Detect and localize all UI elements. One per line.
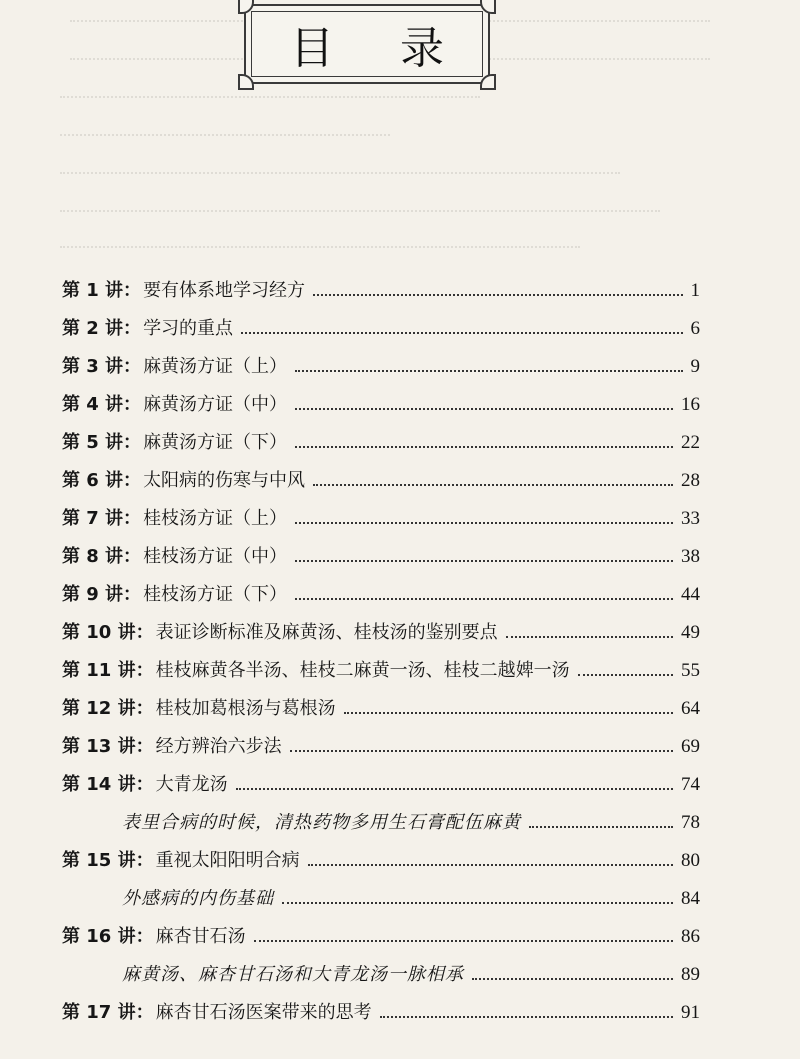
dot-leader	[506, 636, 673, 638]
toc-entry[interactable]	[62, 346, 700, 378]
dot-leader	[313, 294, 682, 296]
lecture-title: 麻黄汤方证（中）	[143, 394, 288, 415]
section-title: 外感病的内伤基础	[122, 888, 274, 909]
page-number: 28	[681, 470, 700, 491]
dot-leader	[282, 902, 673, 904]
page-number: 64	[681, 698, 700, 719]
toc-entry[interactable]	[62, 992, 700, 1024]
toc-entry[interactable]	[62, 612, 700, 644]
section-title: 麻黄汤、麻杏甘石汤和大青龙汤一脉相承	[122, 964, 464, 985]
lecture-number: 第 14 讲：	[62, 774, 154, 795]
lecture-number: 第 16 讲：	[62, 926, 154, 947]
dot-leader	[295, 560, 673, 562]
page-number: 74	[681, 774, 700, 795]
page-number: 6	[690, 318, 700, 339]
lecture-title: 重视太阳阳明合病	[155, 850, 300, 871]
page-number: 84	[681, 888, 700, 909]
lecture-title: 桂枝汤方证（下）	[143, 584, 288, 605]
dot-leader	[295, 408, 673, 410]
lecture-title: 大青龙汤	[155, 774, 228, 795]
lecture-number: 第 15 讲：	[62, 850, 154, 871]
lecture-number: 第 11 讲：	[62, 660, 154, 681]
lecture-number: 第 13 讲：	[62, 736, 154, 757]
toc-entry[interactable]	[62, 536, 700, 568]
frame-corner	[238, 0, 254, 14]
page-number: 80	[681, 850, 700, 871]
lecture-title: 桂枝汤方证（上）	[143, 508, 288, 529]
lecture-title: 麻杏甘石汤	[155, 926, 246, 947]
page-title: 目 录	[290, 23, 470, 74]
dot-leader	[380, 1016, 673, 1018]
lecture-title: 桂枝麻黄各半汤、桂枝二麻黄一汤、桂枝二越婢一汤	[155, 660, 570, 681]
page-number: 1	[690, 280, 700, 301]
dot-leader	[578, 674, 673, 676]
page-number: 89	[681, 964, 700, 985]
page-number: 9	[690, 356, 700, 377]
lecture-number: 第 8 讲：	[62, 546, 142, 567]
dot-leader	[472, 978, 673, 980]
page-number: 22	[681, 432, 700, 453]
frame-corner	[480, 74, 496, 90]
frame-corner	[238, 74, 254, 90]
dot-leader	[308, 864, 673, 866]
toc-title-frame	[244, 4, 490, 84]
toc-entry[interactable]	[62, 650, 700, 682]
lecture-title: 麻杏甘石汤医案带来的思考	[155, 1002, 372, 1023]
lecture-number: 第 9 讲：	[62, 584, 142, 605]
lecture-title: 学习的重点	[143, 318, 234, 339]
lecture-number: 第 5 讲：	[62, 432, 142, 453]
dot-leader	[313, 484, 673, 486]
toc-entry[interactable]	[62, 574, 700, 606]
toc-entry[interactable]	[62, 384, 700, 416]
lecture-number: 第 7 讲：	[62, 508, 142, 529]
toc-subentry[interactable]	[122, 954, 700, 986]
toc-entry[interactable]	[62, 308, 700, 340]
section-title: 表里合病的时候，清热药物多用生石膏配伍麻黄	[122, 812, 521, 833]
toc-subentry[interactable]	[122, 878, 700, 910]
frame-corner	[480, 0, 496, 14]
lecture-number: 第 6 讲：	[62, 470, 142, 491]
toc-entry[interactable]	[62, 916, 700, 948]
page-number: 86	[681, 926, 700, 947]
page-number: 49	[681, 622, 700, 643]
lecture-number: 第 3 讲：	[62, 356, 142, 377]
dot-leader	[236, 788, 673, 790]
lecture-title: 太阳病的伤寒与中风	[143, 470, 306, 491]
dot-leader	[529, 826, 673, 828]
lecture-title: 表证诊断标准及麻黄汤、桂枝汤的鉴别要点	[155, 622, 498, 643]
dot-leader	[344, 712, 673, 714]
page-number: 78	[681, 812, 700, 833]
lecture-number: 第 2 讲：	[62, 318, 142, 339]
lecture-title: 桂枝汤方证（中）	[143, 546, 288, 567]
dot-leader	[295, 370, 682, 372]
lecture-number: 第 10 讲：	[62, 622, 154, 643]
lecture-title: 要有体系地学习经方	[143, 280, 306, 301]
page-number: 91	[681, 1002, 700, 1023]
lecture-number: 第 4 讲：	[62, 394, 142, 415]
dot-leader	[295, 446, 673, 448]
lecture-title: 桂枝加葛根汤与葛根汤	[155, 698, 336, 719]
dot-leader	[290, 750, 673, 752]
toc-subentry[interactable]	[122, 802, 700, 834]
lecture-title: 经方辨治六步法	[155, 736, 282, 757]
toc-entry[interactable]	[62, 422, 700, 454]
lecture-number: 第 1 讲：	[62, 280, 142, 301]
dot-leader	[241, 332, 682, 334]
toc-entry[interactable]	[62, 270, 700, 302]
dot-leader	[254, 940, 673, 942]
page-number: 55	[681, 660, 700, 681]
dot-leader	[295, 598, 673, 600]
toc-entry[interactable]	[62, 840, 700, 872]
lecture-title: 麻黄汤方证（下）	[143, 432, 288, 453]
page-number: 33	[681, 508, 700, 529]
page-number: 38	[681, 546, 700, 567]
toc-entry[interactable]	[62, 498, 700, 530]
lecture-number: 第 17 讲：	[62, 1002, 154, 1023]
page-number: 16	[681, 394, 700, 415]
toc-entry[interactable]	[62, 726, 700, 758]
page-number: 69	[681, 736, 700, 757]
lecture-number: 第 12 讲：	[62, 698, 154, 719]
dot-leader	[295, 522, 673, 524]
toc-entry[interactable]	[62, 688, 700, 720]
lecture-title: 麻黄汤方证（上）	[143, 356, 288, 377]
page-number: 44	[681, 584, 700, 605]
toc-entry[interactable]	[62, 764, 700, 796]
toc-entry[interactable]	[62, 460, 700, 492]
